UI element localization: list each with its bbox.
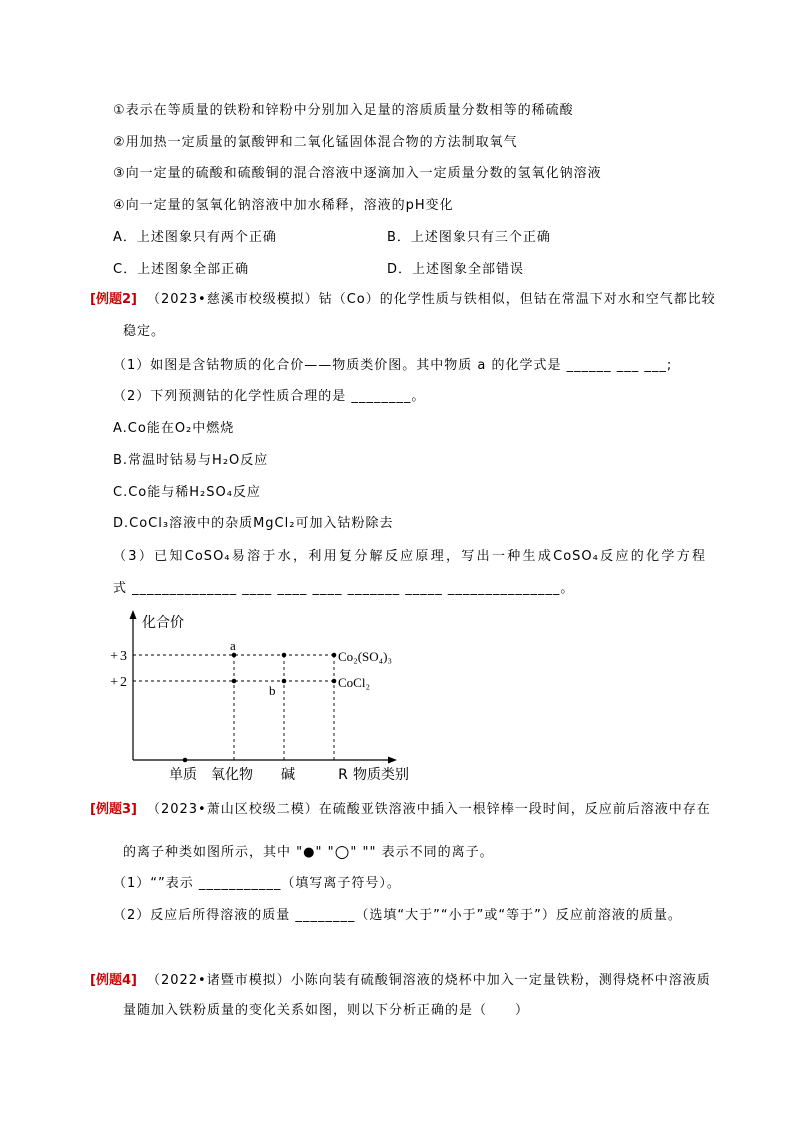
example3-question2: （2）反应后所得溶液的质量 ________（选填“大于”“小于”或“等于”）反应前溶液的质量。 [113, 908, 682, 923]
example2-question2: （2）下列预测钴的化学性质合理的是 ________。 [113, 389, 426, 404]
data-point [282, 679, 287, 684]
example3-source: （2023•萧山区校级二模） [146, 802, 319, 817]
example3-question1: （1）“”表示 ___________（填写离子符号）。 [113, 876, 401, 891]
option-c: C．上述图象全部正确 [113, 262, 250, 277]
data-point [183, 758, 188, 763]
statement-2: ②用加热一定质量的氯酸钾和二氧化锰固体混合物的方法制取氧气 [113, 135, 518, 150]
example4-header [90, 971, 711, 991]
y-tick-label: +3 [110, 649, 129, 664]
statement-1: ①表示在等质量的铁粉和锌粉中分别加入足量的溶质质量分数相等的稀硫酸 [113, 103, 574, 118]
valence-category-chart [100, 600, 420, 790]
example2-stem-line1: 钴（Co）的化学性质与铁相似，但钴在常温下对水和空气都比较 [318, 292, 716, 307]
chart-marks [110, 638, 392, 783]
x-category-label: R [338, 767, 348, 783]
x-axis-arrow-icon [388, 757, 397, 764]
y-tick-label: +2 [110, 675, 129, 690]
data-point [232, 653, 237, 658]
example2-question3-line1: （3）已知CoSO₄易溶于水，利用复分解反应原理，写出一种生成CoSO₄反应的化学方程 [113, 549, 706, 564]
x-category-label: 碱 [281, 767, 295, 783]
example2-header [90, 290, 716, 310]
option-b: B．上述图象只有三个正确 [387, 230, 551, 245]
y-axis-title: 化合价 [142, 615, 184, 631]
open-circle-icon: ○ [334, 842, 351, 862]
y-axis-arrow-icon [130, 610, 137, 619]
example3-stem-line1: 在硫酸亚铁溶液中插入一根锌棒一段时间，反应前后溶液中存在 [318, 802, 711, 817]
example3-stem-text: 的离子种类如图所示，其中 " [123, 845, 304, 860]
option-d: D．上述图象全部错误 [387, 262, 525, 277]
filled-circle-icon: ● [303, 845, 316, 860]
example2-option-a: A.Co能在O₂中燃烧 [113, 421, 235, 436]
example3-stem-line2 [123, 842, 494, 862]
example2-tag: [例题2] [90, 292, 137, 307]
option-a: A．上述图象只有两个正确 [113, 230, 277, 245]
statement-3: ③向一定量的硫酸和硫酸铜的混合溶液中逐滴加入一定质量分数的氢氧化钠溶液 [113, 166, 602, 181]
data-point [332, 653, 337, 658]
data-point [332, 679, 337, 684]
example4-stem-line1: 小陈向装有硫酸铜溶液的烧杯中加入一定量铁粉，测得烧杯中溶液质 [290, 973, 711, 988]
chart-guides [133, 655, 334, 760]
example2-option-c: C.Co能与稀H₂SO₄反应 [113, 485, 261, 500]
example4-tag: [例题4] [90, 973, 137, 988]
example3-tag: [例题3] [90, 802, 137, 817]
x-category-label: 单质 [169, 767, 197, 783]
example2-option-d: D.CoCl₃溶液中的杂质MgCl₂可加入钴粉除去 [113, 516, 394, 531]
statement-4: ④向一定量的氢氧化钠溶液中加水稀释，溶液的pH变化 [113, 198, 454, 213]
example4-stem-line2: 量随加入铁粉质量的变化关系如图，则以下分析正确的是（ ） [123, 1003, 530, 1018]
example3-stem-quotes: " " [315, 845, 335, 860]
example2-question1: （1）如图是含钴物质的化合价——物质类价图。其中物质 a 的化学式是 ______ ___ ___; [113, 358, 673, 373]
data-point-label: CoCl₂ [338, 675, 370, 690]
data-point [282, 653, 287, 658]
x-category-label: 氧化物 [211, 767, 253, 783]
example3-header [90, 800, 711, 820]
example2-question3-line2: 式 ______________ ____ ____ ____ _______ _____ _______________。 [113, 581, 575, 596]
data-point-label: b [269, 683, 276, 698]
example3-stem-tail: " "" 表示不同的离子。 [350, 845, 494, 860]
data-point [232, 679, 237, 684]
example2-stem-line2: 稳定。 [123, 324, 166, 339]
example2-source: （2023•慈溪市校级模拟） [146, 292, 319, 307]
data-point-label: Co₂(SO₄)₃ [338, 649, 393, 664]
data-point-label: a [230, 638, 236, 653]
example2-option-b: B.常温时钴易与H₂O反应 [113, 453, 269, 468]
x-axis-title: 物质类别 [353, 767, 409, 783]
example4-source: （2022•诸暨市模拟） [146, 973, 291, 988]
